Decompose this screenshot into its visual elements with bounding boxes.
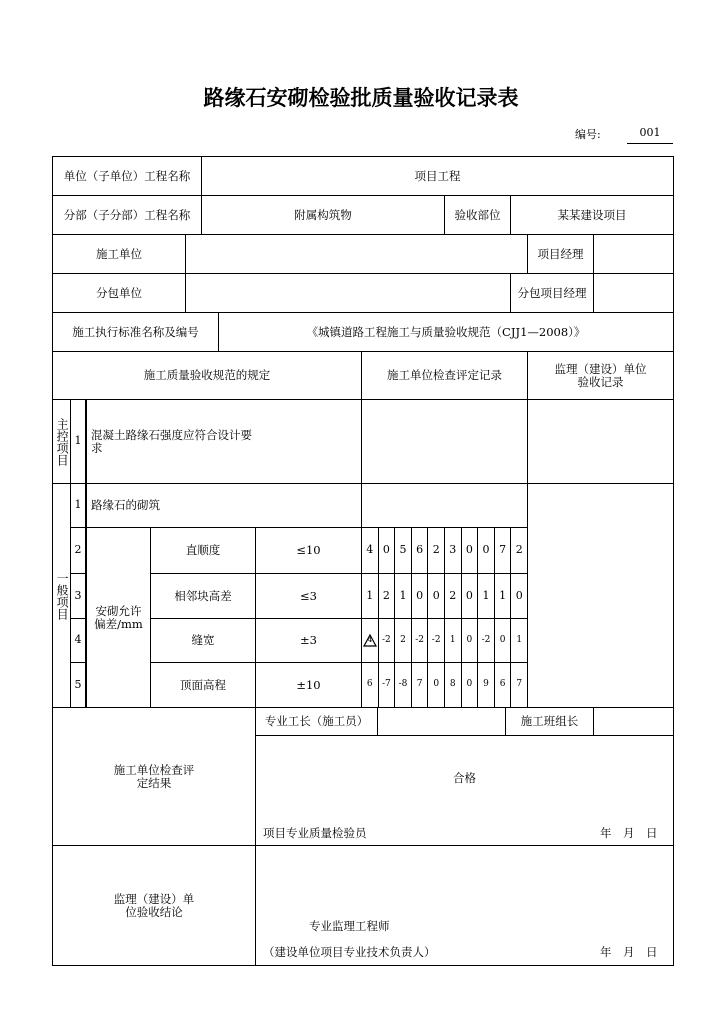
general-label: 一般项目 (52, 483, 71, 708)
measured-value[interactable]: 7 (494, 527, 512, 574)
measured-value[interactable]: -2 (477, 618, 495, 663)
team-leader-label: 施工班组长 (505, 707, 594, 736)
serial-label: 编号: (575, 128, 601, 141)
measured-value[interactable]: 1 (394, 573, 412, 619)
standard-value[interactable]: 《城镇道路工程施工与质量验收规范（CJJ1—2008）》 (218, 312, 674, 352)
pm-value[interactable] (593, 234, 674, 274)
sub-pm-value[interactable] (593, 273, 674, 313)
check-item-name: 相邻块高差 (150, 573, 256, 619)
measured-value[interactable]: 0 (461, 527, 479, 574)
engineer-label: 专业监理工程师 (309, 919, 390, 933)
measured-value[interactable]: 0 (427, 662, 445, 708)
owner-label: （建设单位项目专业技术负责人） (263, 945, 436, 959)
measured-value[interactable]: -2 (378, 618, 396, 663)
tolerance-spec: ≤10 (255, 527, 362, 574)
team-leader-value[interactable] (593, 707, 674, 736)
main-item-text: 混凝土路缘石强度应符合设计要求 (85, 399, 362, 484)
measured-value[interactable]: 6 (411, 527, 429, 574)
check-item-name: 直顺度 (150, 527, 256, 574)
main-item-number: 1 (70, 399, 86, 484)
measured-value-cell[interactable] (361, 618, 379, 663)
pm-label: 项目经理 (527, 234, 594, 274)
main-item-supervision[interactable] (527, 399, 674, 484)
row-number: 2 (70, 527, 86, 574)
measured-value[interactable]: 2 (394, 618, 412, 663)
measured-value[interactable]: 0 (411, 573, 429, 619)
tolerance-group-label: 安砌允许偏差/mm (85, 527, 151, 708)
measured-value[interactable]: -7 (378, 662, 396, 708)
supervision-label: 监理（建设）单位验收结论 (52, 845, 256, 966)
subpart-value[interactable]: 附属构筑物 (201, 195, 445, 235)
contractor-label: 施工单位 (52, 234, 186, 274)
contractor-date: 年 月 日 (600, 826, 658, 840)
subcontractor-label: 分包单位 (52, 273, 186, 313)
supervision-column-header: 监理（建设）单位验收记录 (527, 351, 674, 400)
measured-value[interactable]: 1 (477, 573, 495, 619)
measured-value[interactable]: 6 (494, 662, 512, 708)
main-item-check[interactable] (361, 399, 528, 484)
measured-value[interactable]: 2 (444, 573, 462, 619)
general-item-check[interactable] (361, 483, 528, 528)
measured-value[interactable]: 1 (444, 618, 462, 663)
measured-value[interactable]: 1 (361, 573, 379, 619)
measured-value[interactable]: 5 (394, 527, 412, 574)
main-control-label: 主控项目 (52, 399, 71, 484)
contractor-check-label: 施工单位检查评定结果 (52, 707, 256, 846)
general-supervision[interactable] (527, 483, 674, 708)
warning-triangle-icon (363, 634, 377, 647)
row-number: 3 (70, 573, 86, 619)
subcontractor-value[interactable] (185, 273, 511, 313)
measured-value[interactable]: 4 (361, 527, 379, 574)
unit-label: 单位（子单位）工程名称 (52, 156, 202, 196)
foreman-value[interactable] (377, 707, 506, 736)
measured-value[interactable]: -8 (394, 662, 412, 708)
measured-value[interactable]: 1 (494, 573, 512, 619)
measured-value[interactable]: 8 (444, 662, 462, 708)
row-number: 5 (70, 662, 86, 708)
measured-value[interactable]: 0 (494, 618, 512, 663)
measured-value[interactable]: 0 (461, 662, 479, 708)
page-title: 路缘石安砌检验批质量验收记录表 (203, 85, 519, 110)
contractor-value[interactable] (185, 234, 528, 274)
measured-value[interactable]: 3 (444, 527, 462, 574)
supervision-date: 年 月 日 (600, 945, 658, 959)
check-item-name: 缝宽 (150, 618, 256, 663)
part-value[interactable]: 某某建设项目 (510, 195, 674, 235)
measured-value[interactable]: 0 (378, 527, 396, 574)
check-column-header: 施工单位检查评定记录 (361, 351, 528, 400)
row-number: 4 (70, 618, 86, 663)
spec-column-header: 施工质量验收规范的规定 (52, 351, 362, 400)
measured-value: 4 (367, 636, 373, 644)
subpart-label: 分部（子分部）工程名称 (52, 195, 202, 235)
inspector-label: 项目专业质量检验员 (263, 826, 367, 840)
unit-value[interactable]: 项目工程 (201, 156, 674, 196)
measured-value[interactable]: 0 (461, 618, 479, 663)
measured-value[interactable]: -2 (427, 618, 445, 663)
measured-value[interactable]: 0 (427, 573, 445, 619)
general-item-text: 路缘石的砌筑 (85, 483, 362, 528)
measured-value[interactable]: 7 (411, 662, 429, 708)
measured-value[interactable]: 0 (461, 573, 479, 619)
measured-value[interactable]: -2 (411, 618, 429, 663)
sub-pm-label: 分包项目经理 (510, 273, 594, 313)
tolerance-spec: ±3 (255, 618, 362, 663)
tolerance-spec: ±10 (255, 662, 362, 708)
standard-label: 施工执行标准名称及编号 (52, 312, 219, 352)
measured-value[interactable]: 2 (510, 527, 528, 574)
measured-value[interactable]: 2 (427, 527, 445, 574)
serial-number: 001 (627, 126, 673, 144)
measured-value[interactable]: 6 (361, 662, 379, 708)
check-item-name: 顶面高程 (150, 662, 256, 708)
measured-value[interactable]: 1 (510, 618, 528, 663)
measured-value[interactable]: 0 (477, 527, 495, 574)
measured-value[interactable]: 9 (477, 662, 495, 708)
part-label: 验收部位 (444, 195, 511, 235)
tolerance-spec: ≤3 (255, 573, 362, 619)
contractor-result[interactable]: 合格 (453, 771, 476, 785)
measured-value[interactable]: 0 (510, 573, 528, 619)
foreman-label: 专业工长（施工员） (255, 707, 378, 736)
measured-value[interactable]: 2 (378, 573, 396, 619)
measured-value[interactable]: 7 (510, 662, 528, 708)
general-item-number: 1 (70, 483, 86, 528)
